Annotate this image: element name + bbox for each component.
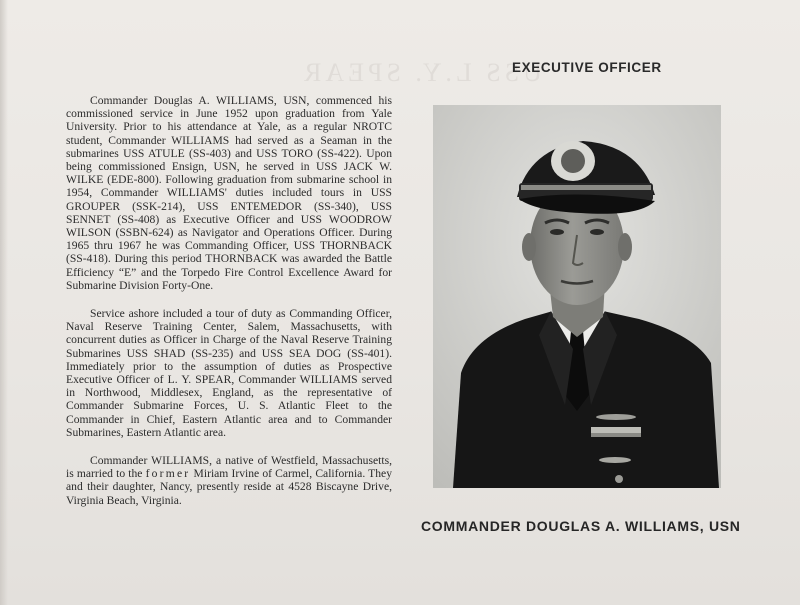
show-through-text: USS L.Y. SPEAR — [300, 58, 542, 87]
bio-paragraph-1: Commander Douglas A. WILLIAMS, USN, commenced his commissioned service in June 1952 upon graduation from Yale University. Prior to his attendance at Yale, as a regular NROTC student, Commander WILLIAMS had served as a Seaman in the submarines USS ATULE (SS-403) and USS TORO (SS-422). Upon being commissioned Ensign, USN, he served in USS JACK W. WILKE (EDE-800). Following graduation from submarine school in 1954, Commander WILLIAMS' duties included tours in USS GROUPER (SSK-214), USS ENTEMEDOR (SS-340), USS SENNET (SS-408) as Executive Officer and USS WOODROW WILSON (SSBN-624) as Navigator and Operations Officer. During 1965 thru 1967 he was Commanding Officer, USS THORNBACK (SS-418). During this period THORNBACK was awarded the Battle Efficiency “E” and the Torpedo Fire Control Excellence Award for Submarine Division Forty-One. — [66, 94, 392, 292]
bio-paragraph-3 — [66, 454, 392, 507]
page-fold-shadow — [0, 0, 8, 605]
biography-text — [66, 94, 392, 522]
bio-paragraph-3-start: Commander WILLIAMS, a native of Westfield, Massachusetts, is married to the — [66, 454, 392, 481]
portrait-caption: COMMANDER DOUGLAS A. WILLIAMS, USN — [421, 518, 741, 534]
bio-paragraph-2: Service ashore included a tour of duty as Commanding Officer, Naval Reserve Training Center, Salem, Massachusetts, with concurrent duties as Officer in Charge of the Naval Reserve Training Submarines USS SHAD (SS-235) and USS SEA DOG (SS-401). Immediately prior to the assumption of duties as Prospective Executive Officer of L. Y. SPEAR, Commander WILLIAMS served in Northwood, Middlesex, England, as the representative of Commander Submarine Forces, U. S. Atlantic Fleet to the Commander in Chief, Eastern Atlantic area and to Commander Submarines, Eastern Atlantic area. — [66, 307, 392, 439]
bio-paragraph-3-spaced-word: former — [145, 467, 191, 481]
officer-portrait-photo — [433, 105, 721, 488]
section-heading: EXECUTIVE OFFICER — [512, 60, 662, 75]
bio-paragraph-3-end: Miriam Irvine of Carmel, California. They and their daughter, Nancy, presently reside at 4528 Biscayne Drive, Virginia Beach, Virginia. — [66, 467, 392, 507]
